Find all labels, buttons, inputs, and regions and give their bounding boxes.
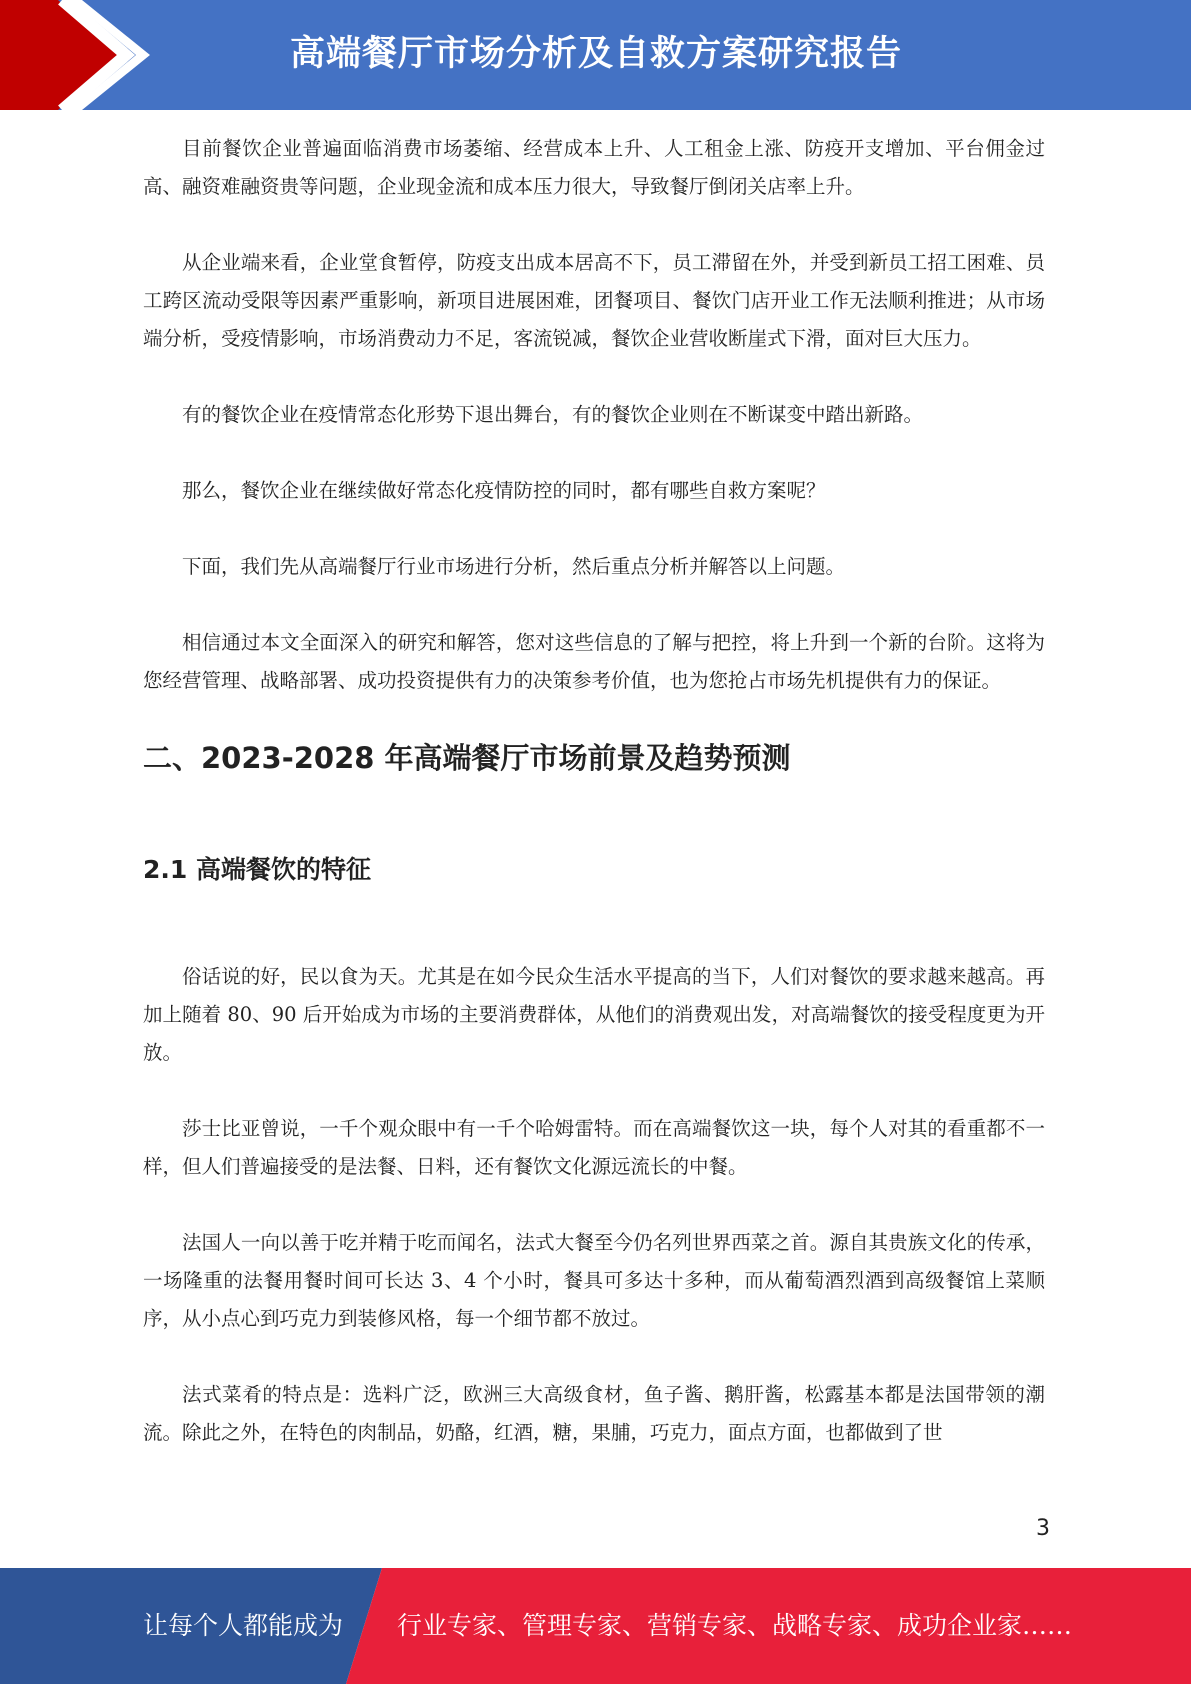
paragraph: 下面，我们先从高端餐厅行业市场进行分析，然后重点分析并解答以上问题。 (182, 555, 846, 578)
section-heading: 二、2023-2028 年高端餐厅市场前景及趋势预测 (143, 741, 791, 775)
subsection-heading: 2.1 高端餐饮的特征 (143, 855, 371, 884)
footer-slogan-right: 行业专家、管理专家、营销专家、战略专家、成功企业家…… (397, 1611, 1073, 1640)
document-body (143, 130, 1045, 1490)
page-footer (0, 1568, 1191, 1684)
header-title: 高端餐厅市场分析及自救方案研究报告 (290, 34, 903, 74)
footer-slogan-left: 让每个人都能成为 (143, 1611, 344, 1640)
page-header (0, 0, 1191, 110)
paragraph: 法式菜肴的特点是：选料广泛，欧洲三大高级食材，鱼子酱、鹅肝酱，松露基本都是法国带领的潮流。除此之外，在特色的肉制品，奶酪，红酒，糖，果脯，巧克力，面点方面，也都做到了世 (143, 1383, 1045, 1444)
paragraph: 俗话说的好，民以食为天。尤其是在如今民众生活水平提高的当下，人们对餐饮的要求越来越高。再加上随着 80、90 后开始成为市场的主要消费群体，从他们的消费观出发，对高端餐饮的接受程度更为开放。 (143, 965, 1045, 1064)
paragraph: 目前餐饮企业普遍面临消费市场萎缩、经营成本上升、人工租金上涨、防疫开支增加、平台佣金过高、融资难融资贵等问题，企业现金流和成本压力很大，导致餐厅倒闭关店率上升。 (143, 137, 1045, 198)
paragraph: 那么，餐饮企业在继续做好常态化疫情防控的同时，都有哪些自救方案呢？ (182, 479, 826, 502)
paragraph: 法国人一向以善于吃并精于吃而闻名，法式大餐至今仍名列世界西菜之首。源自其贵族文化的传承，一场隆重的法餐用餐时间可长达 3、4 个小时，餐具可多达十多种，而从葡萄酒烈酒到高级餐馆上菜顺序，从小点心到巧克力到装修风格，每一个细节都不放过。 (143, 1231, 1045, 1330)
paragraph: 莎士比亚曾说，一千个观众眼中有一千个哈姆雷特。而在高端餐饮这一块，每个人对其的看重都不一样，但人们普遍接受的是法餐、日料，还有餐饮文化源远流长的中餐。 (143, 1117, 1045, 1178)
paragraph: 有的餐饮企业在疫情常态化形势下退出舞台，有的餐饮企业则在不断谋变中踏出新路。 (182, 403, 924, 426)
paragraph: 相信通过本文全面深入的研究和解答，您对这些信息的了解与把控，将上升到一个新的台阶。这将为您经营管理、战略部署、成功投资提供有力的决策参考价值，也为您抢占市场先机提供有力的保证。 (143, 631, 1045, 692)
page-number: 3 (1036, 1516, 1050, 1541)
paragraph: 从企业端来看，企业堂食暂停，防疫支出成本居高不下，员工滞留在外，并受到新员工招工困难、员工跨区流动受限等因素严重影响，新项目进展困难，团餐项目、餐饮门店开业工作无法顺利推进；从市场端分析，受疫情影响，市场消费动力不足，客流锐减，餐饮企业营收断崖式下滑，面对巨大压力。 (143, 251, 1045, 350)
